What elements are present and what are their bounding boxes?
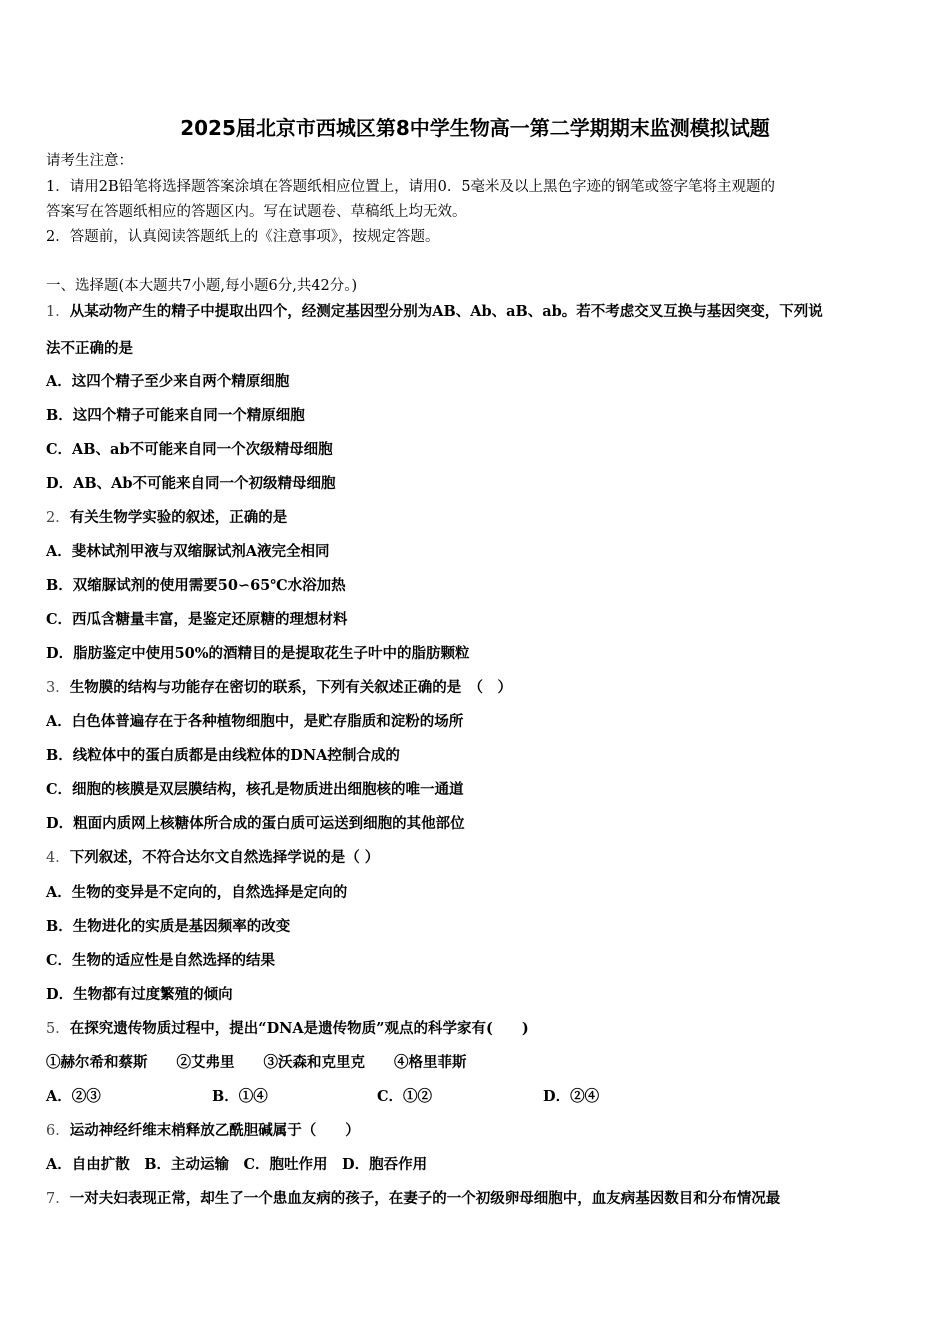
- question-2-stem: [46, 508, 287, 528]
- exam-title: 2025届北京市西城区第8中学生物高一第二学期期末监测模拟试题: [180, 116, 770, 140]
- question-3-number: 3．: [46, 680, 70, 696]
- question-1-stem: [46, 302, 823, 322]
- question-6-options: A．自由扩散 B．主动运输 C．胞吐作用 D．胞吞作用: [46, 1156, 428, 1173]
- notice-heading: 请考生注意：: [46, 153, 133, 169]
- notice-line-2: 答案写在答题纸相应的答题区内。写在试题卷、草稿纸上均无效。: [46, 204, 467, 220]
- question-5-stem-text: 在探究遗传物质过程中，提出“DNA是遗传物质”观点的科学家有( ): [69, 1020, 529, 1037]
- question-1-stem-text: 从某动物产生的精子中提取出四个，经测定基因型分别为AB、Ab、aB、ab。若不考虑交叉互换与基因突变，下列说: [69, 303, 823, 320]
- question-4-option-d: D．生物都有过度繁殖的倾向: [46, 986, 233, 1003]
- question-1-option-a: A．这四个精子至少来自两个精原细胞: [46, 373, 290, 390]
- question-6-stem: [46, 1121, 360, 1141]
- question-4-option-c: C．生物的适应性是自然选择的结果: [46, 952, 276, 969]
- notice-line-3: 2．答题前，认真阅读答题纸上的《注意事项》，按规定答题。: [46, 229, 440, 245]
- question-1-stem-cont: 法不正确的是: [46, 340, 133, 357]
- question-3-stem-text: 生物膜的结构与功能存在密切的联系，下列有关叙述正确的是 （ ）: [69, 679, 512, 696]
- question-2-option-c: C．西瓜含糖量丰富，是鉴定还原糖的理想材料: [46, 611, 348, 628]
- question-1-option-d: D．AB、Ab不可能来自同一个初级精母细胞: [46, 475, 336, 492]
- question-3-stem: [46, 678, 512, 698]
- question-2-option-d: D．脂肪鉴定中使用50%的酒精目的是提取花生子叶中的脂肪颗粒: [46, 645, 470, 662]
- question-3-option-b: B．线粒体中的蛋白质都是由线粒体的DNA控制合成的: [46, 747, 400, 764]
- question-5-choices: ①赫尔希和蔡斯 ②艾弗里 ③沃森和克里克 ④格里菲斯: [46, 1054, 467, 1071]
- question-4-stem: [46, 848, 379, 868]
- question-7-stem-text: 一对夫妇表现正常，却生了一个患血友病的孩子，在妻子的一个初级卵母细胞中，血友病基因数目和分布情况最: [69, 1190, 781, 1207]
- notice-line-1: 1．请用2B铅笔将选择题答案涂填在答题纸相应位置上，请用0．5毫米及以上黑色字迹的钢笔或签字笔将主观题的: [46, 179, 776, 195]
- question-6-number: 6．: [46, 1123, 70, 1139]
- question-3-option-d: D．粗面内质网上核糖体所合成的蛋白质可运送到细胞的其他部位: [46, 815, 465, 832]
- question-1-option-c: C．AB、ab不可能来自同一个次级精母细胞: [46, 441, 333, 458]
- question-1-option-b: B．这四个精子可能来自同一个精原细胞: [46, 407, 305, 424]
- question-5-option-c: C．①②: [377, 1088, 433, 1105]
- question-4-number: 4．: [46, 850, 70, 866]
- question-5-stem: [46, 1019, 529, 1039]
- question-4-option-a: A．生物的变异是不定向的，自然选择是定向的: [46, 884, 348, 901]
- question-2-option-a: A．斐林试剂甲液与双缩脲试剂A液完全相同: [46, 543, 330, 560]
- section-heading: 一、选择题(本大题共7小题,每小题6分,共42分。): [46, 278, 358, 294]
- question-5-option-a: A．②③: [46, 1088, 101, 1105]
- question-4-stem-text: 下列叙述，不符合达尔文自然选择学说的是（ ）: [69, 849, 380, 866]
- question-3-option-c: C．细胞的核膜是双层膜结构，核孔是物质进出细胞核的唯一通道: [46, 781, 464, 798]
- question-7-stem: [46, 1189, 780, 1209]
- question-6-stem-text: 运动神经纤维末梢释放乙酰胆碱属于（ ）: [69, 1122, 360, 1139]
- question-2-stem-text: 有关生物学实验的叙述，正确的是: [69, 509, 288, 526]
- question-2-number: 2．: [46, 510, 70, 526]
- question-5-option-b: B．①④: [212, 1088, 268, 1105]
- question-7-number: 7．: [46, 1191, 70, 1207]
- question-5-number: 5．: [46, 1021, 70, 1037]
- question-3-option-a: A．白色体普遍存在于各种植物细胞中，是贮存脂质和淀粉的场所: [46, 713, 464, 730]
- question-4-option-b: B．生物进化的实质是基因频率的改变: [46, 918, 291, 935]
- question-2-option-b: B．双缩脲试剂的使用需要50∽65℃水浴加热: [46, 577, 346, 594]
- question-5-option-d: D．②④: [543, 1088, 600, 1105]
- question-1-number: 1．: [46, 304, 70, 320]
